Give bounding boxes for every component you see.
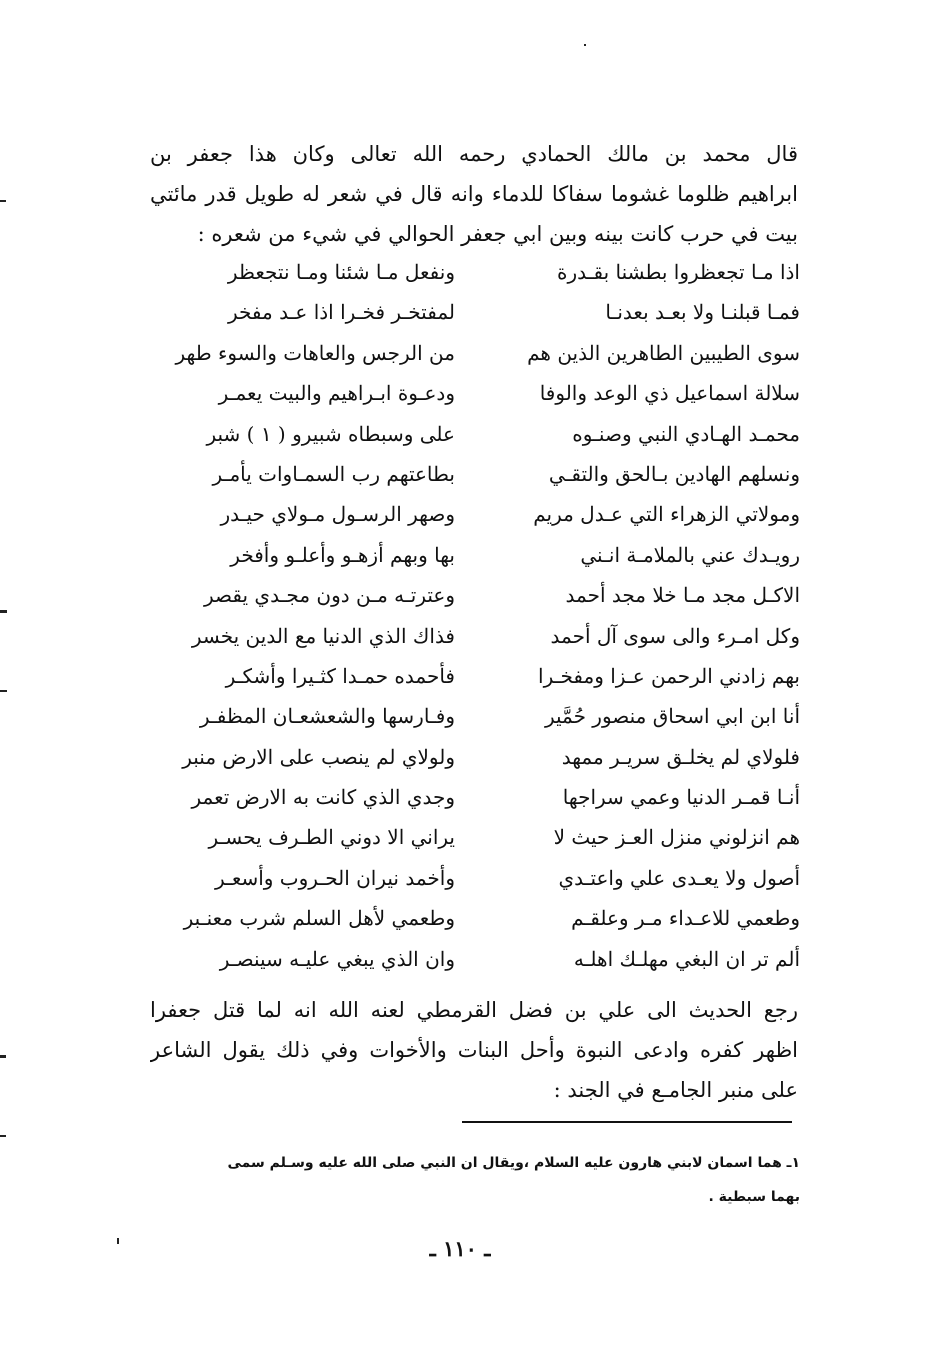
- scan-mark: [584, 44, 586, 46]
- verse-first-hemistich: هم انزلوني منزل العـز حيث لا: [553, 825, 800, 850]
- verse: [150, 898, 800, 938]
- scan-mark: [117, 1238, 119, 1244]
- verse-first-hemistich: سلالة اسماعيل ذي الوعد والوفا: [539, 381, 800, 406]
- verse-second-hemistich: ودعـوة ابـراهيم والبيت يعمـر: [218, 381, 455, 406]
- after-line: رجع الحديث الى علي بن فضل القرمطي لعنه الله انه لما قتل جعفرا: [150, 998, 798, 1022]
- verse-first-hemistich: سوى الطيبين الطاهرين الذين هم: [527, 340, 800, 365]
- verse-second-hemistich: ولولاي لم ينصب على الارض منبر: [182, 744, 455, 769]
- verse-second-hemistich: فذاك الذي الدنيا مع الدين يخسر: [191, 623, 455, 648]
- verse-second-hemistich: لمفتخـر فخـرا اذا عـد مفخر: [227, 300, 455, 325]
- verse: [150, 333, 800, 373]
- verse: [150, 292, 800, 332]
- verse-second-hemistich: على وسبطاه شبيرو ( ١ ) شبر: [206, 421, 455, 446]
- verse: [150, 252, 800, 292]
- verse-second-hemistich: بها وبهم أزهـو وأعلـو وأفخر: [230, 542, 455, 567]
- footnote-line: بهما سبطية .: [708, 1189, 800, 1205]
- verse: [150, 494, 800, 534]
- verse-first-hemistich: أصول ولا يعـدى علي واعتـدي: [558, 865, 800, 890]
- footnote: [150, 1146, 800, 1214]
- verse-first-hemistich: اذا مـا تجعظروا بطشنا بقـدرة: [556, 260, 800, 284]
- verse: [150, 656, 800, 696]
- verse-first-hemistich: أنا ابن ابي اسحاق منصور حُمَّير: [544, 704, 800, 729]
- verse-second-hemistich: وان الذي يبغي عليـه سينصـر: [219, 946, 455, 971]
- verse-second-hemistich: من الرجس والعاهات والسوء طهر: [175, 340, 455, 365]
- poem: [150, 252, 800, 979]
- footnote-rule: [462, 1121, 792, 1123]
- verse: [150, 373, 800, 413]
- verse: [150, 535, 800, 575]
- intro-line: ابراهيم ظلوما غشوما سفاكا للدماء وانه قال في شعر له طويل قدر مائتي: [150, 182, 798, 206]
- verse-second-hemistich: وأخمد نيران الحـروب وأسعـر: [214, 865, 455, 890]
- verse-first-hemistich: ألم تر ان البغي مهلـك اهلـه: [573, 946, 800, 971]
- verse-first-hemistich: ونسلهم الهادين بـالحق والتقـي: [548, 461, 800, 486]
- verse-first-hemistich: الاكـل مجد مـا خلا مجد أحمد: [565, 583, 800, 608]
- verse: [150, 737, 800, 777]
- verse-second-hemistich: بطاعتهم رب السمـاوات يأمـر: [212, 461, 455, 486]
- verse-second-hemistich: ونفعل مـا شئنا ومـا نتجعظر: [227, 260, 455, 284]
- verse: [150, 777, 800, 817]
- verse-first-hemistich: محمـد الهـادي النبي وصنـوه: [572, 421, 800, 446]
- verse-first-hemistich: فمـا قبلنـا ولا بعـد بعدنـا: [605, 300, 800, 325]
- verse: [150, 414, 800, 454]
- scan-mark: [0, 200, 6, 202]
- scan-mark: [0, 610, 7, 613]
- after-paragraph: [150, 990, 798, 1110]
- verse: [150, 817, 800, 857]
- verse-first-hemistich: رويـدك عني بالملامـة انـني: [580, 542, 800, 567]
- scan-mark: [0, 1135, 6, 1137]
- verse-second-hemistich: يراني الا دوني الطـرف يحسـر: [208, 825, 455, 850]
- after-line: على منبر الجامـع في الجند :: [553, 1078, 798, 1102]
- verse-second-hemistich: وفـارسها والشعشعـان المظفـر: [199, 704, 455, 729]
- verse: [150, 939, 800, 979]
- verse-first-hemistich: ومولاتي الزهراء التي عـدل مريم: [533, 502, 800, 527]
- footnote-line: ١ـ هما اسمان لابني هارون عليه السلام ،ويقال ان النبي صلى الله عليه وسـلم سمى: [227, 1155, 800, 1171]
- verse-first-hemistich: بهم زادني الرحمن عـزا ومفخـرا: [538, 663, 800, 688]
- verse-first-hemistich: وكل امـرء والى سوى آل أحمد: [550, 623, 800, 648]
- after-line: اظهر كفره وادعى النبوة وأحل البنات والأخوات وفي ذلك يقول الشاعر: [150, 1038, 798, 1062]
- intro-paragraph: [150, 134, 798, 254]
- verse-second-hemistich: وعترتـه مـن دون مجـدي يقصر: [204, 583, 455, 608]
- verse-first-hemistich: وطعمي للاعـداء مـر وعلقـم: [571, 906, 800, 931]
- verse: [150, 616, 800, 656]
- scan-mark: [0, 690, 7, 692]
- verse-first-hemistich: فلولاي لم يخلـق سريـر ممهد: [561, 744, 800, 769]
- verse-first-hemistich: أنـا قمـر الدنيا وعمي سراجها: [562, 785, 800, 810]
- verse-second-hemistich: فأحمده حمـدا كثـيرا وأشكـر: [225, 663, 455, 688]
- verse-second-hemistich: وجدي الذي كانت به الارض تعمر: [191, 785, 455, 810]
- verse-second-hemistich: وصهر الرسـول مـولاي حيـدر: [220, 502, 455, 527]
- verse: [150, 454, 800, 494]
- intro-line: بيت في حرب كانت بينه وبين ابي جعفر الحوالي في شيء من شعره :: [197, 222, 798, 246]
- verse: [150, 696, 800, 736]
- verse: [150, 858, 800, 898]
- verse-second-hemistich: وطعمي لأهل السلم شرب معنـبر: [183, 906, 455, 931]
- verse: [150, 575, 800, 615]
- page-number: ـ ١١٠ ـ: [429, 1236, 491, 1261]
- scan-mark: [0, 1055, 6, 1058]
- intro-line: قال محمد بن مالك الحمادي رحمه الله تعالى وكان هذا جعفر بن: [150, 142, 798, 166]
